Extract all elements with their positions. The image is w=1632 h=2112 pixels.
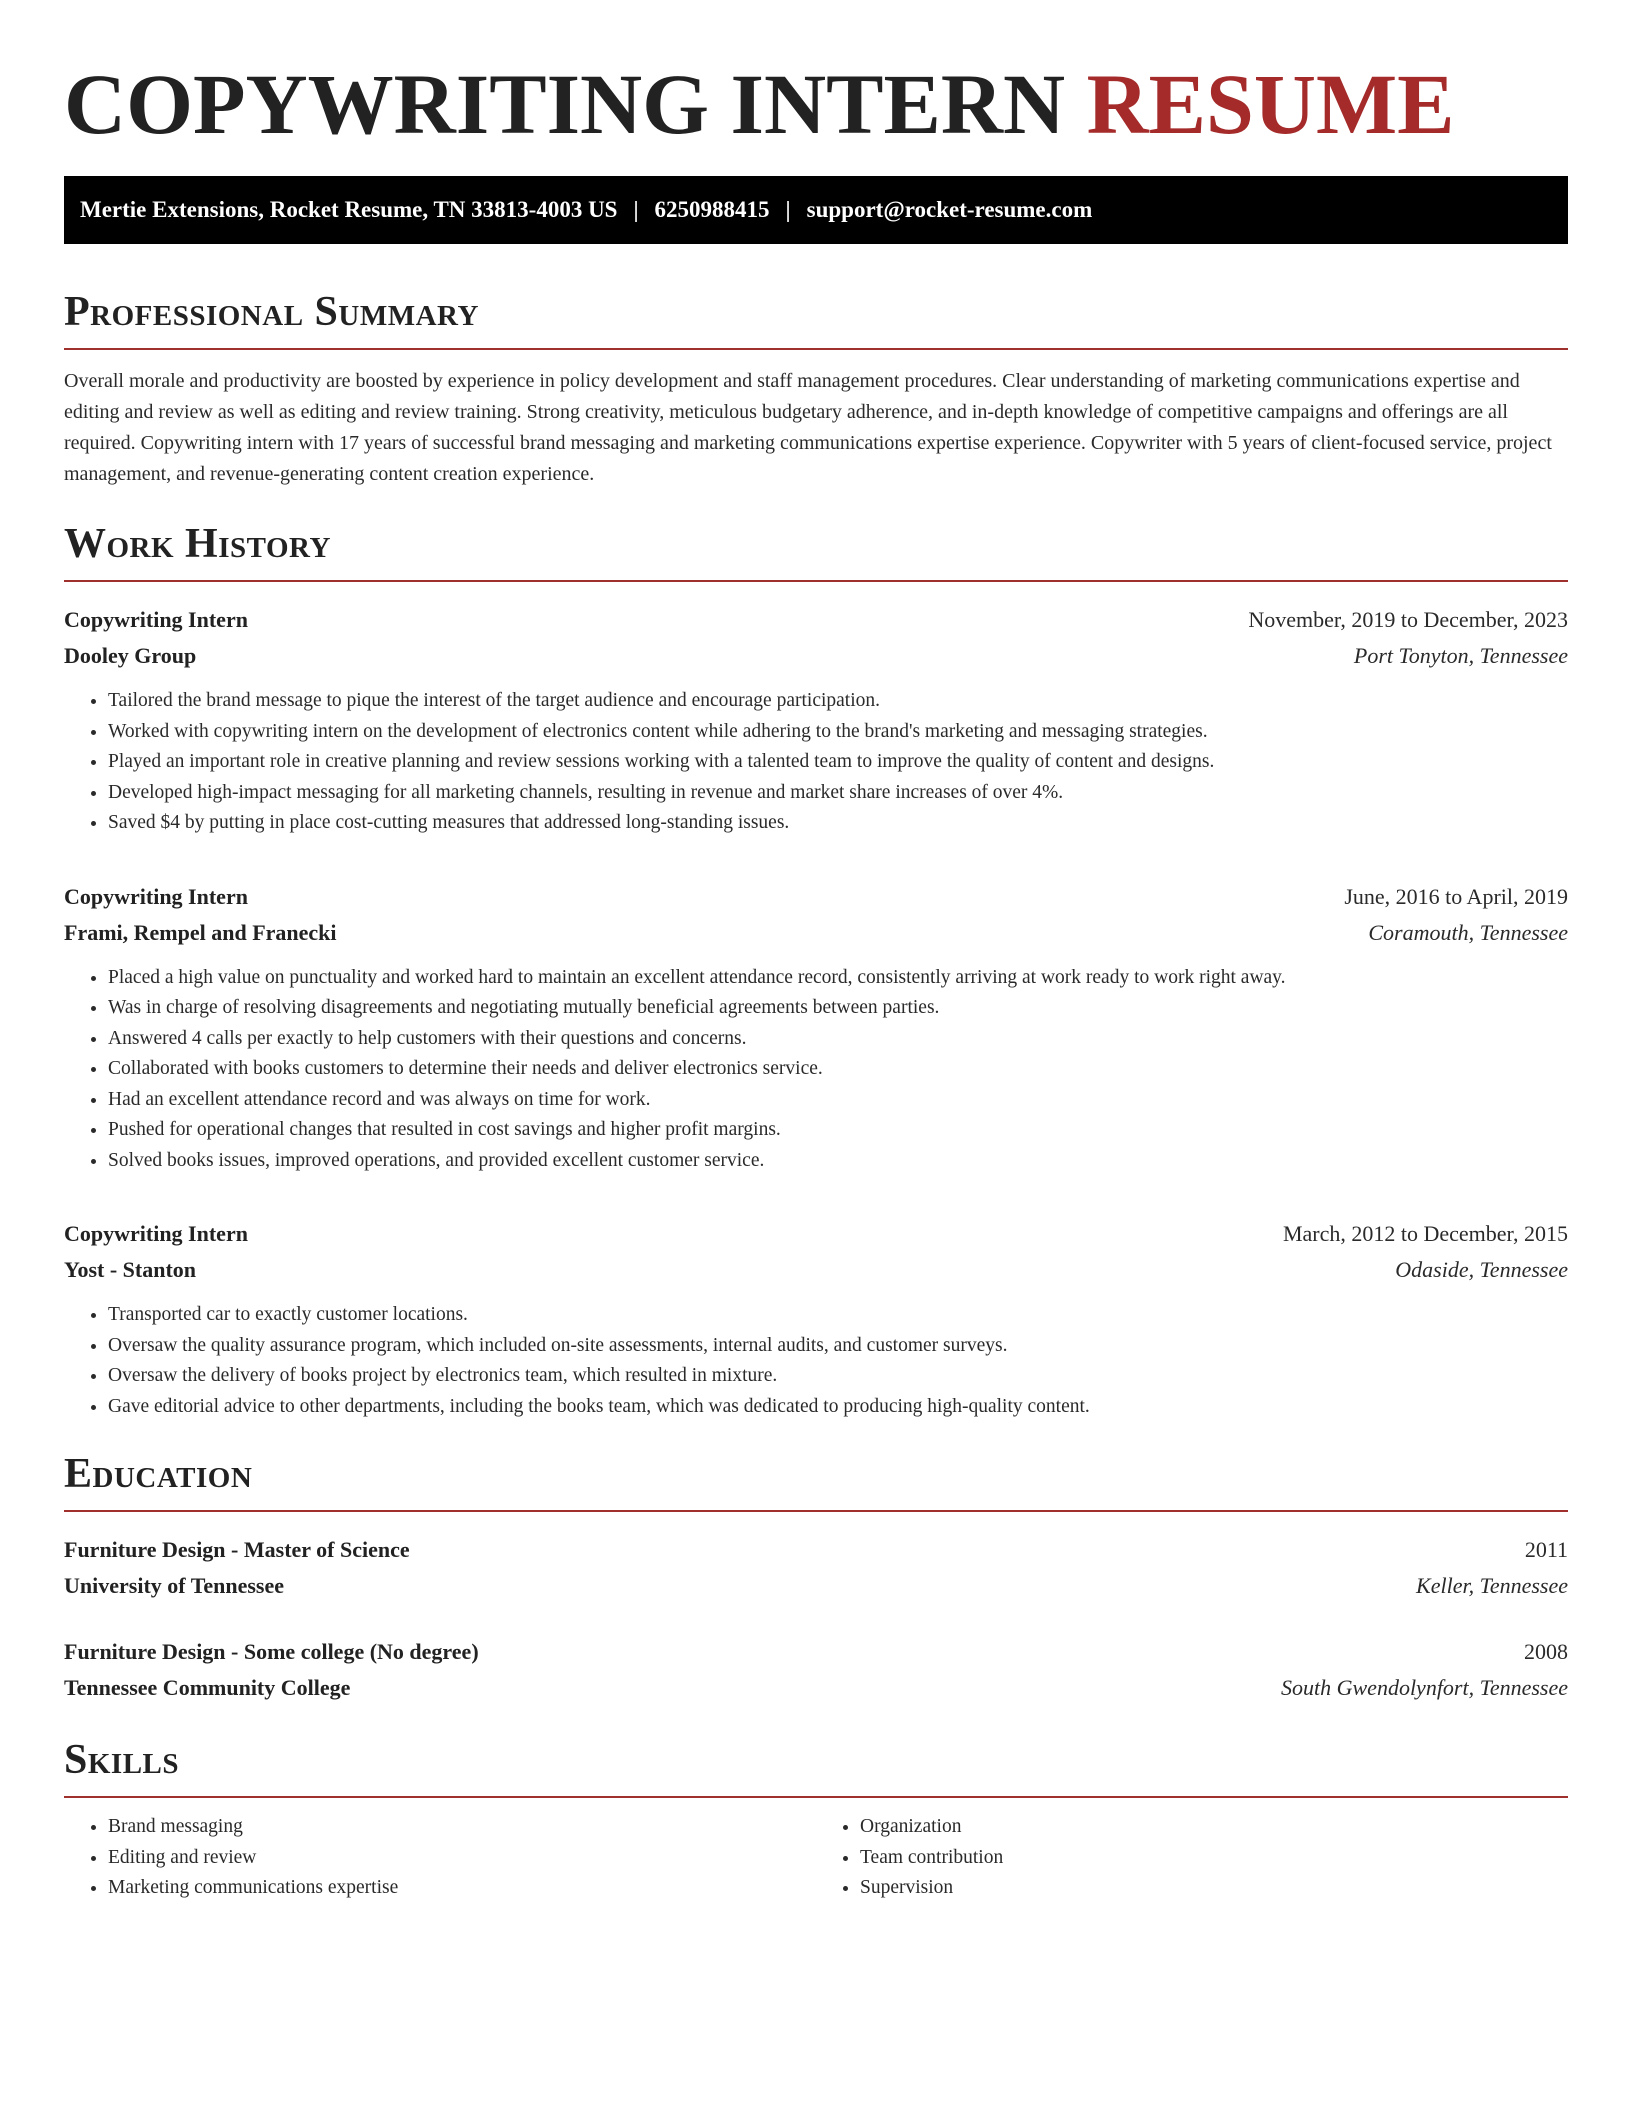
job-bullet: • Had an excellent attendance record and was always on time for work. (108, 1085, 1568, 1116)
summary-section (64, 288, 1568, 490)
skill-item: • Marketing communications expertise (108, 1873, 816, 1904)
skills-section (64, 1736, 1568, 1904)
job-location: Coramouth, Tennessee (1368, 919, 1568, 945)
job-title: Copywriting Intern (64, 607, 248, 632)
education-location: South Gwendolynfort, Tennessee (1281, 1675, 1568, 1700)
summary-text: Overall morale and productivity are boosted by experience in policy development and staff management procedures. Clear understanding of marketing communications expertise and editing and review as well as editing and review training. Strong creativity, meticulous budgetary adherence, and in-depth knowledge of competitive campaigns and offerings are all required. Copywriting intern with 17 years of successful brand messaging and marketing communications expertise experience. Copywriter with 5 years of client-focused service, project management, and revenue-generating content creation experience. (64, 370, 1552, 485)
education-degree-row (64, 1532, 1568, 1568)
education-degree: Furniture Design - Some college (No degree) (64, 1639, 479, 1664)
contact-separator: | (633, 197, 639, 222)
job-bullets (64, 1300, 1568, 1422)
contact-address: Mertie Extensions, Rocket Resume, TN 33813-4003 US (80, 197, 618, 222)
job-entry (64, 602, 1568, 839)
job-dates: March, 2012 to December, 2015 (1282, 1221, 1568, 1246)
section-divider (64, 1796, 1568, 1798)
education-year: 2008 (1524, 1639, 1568, 1664)
job-bullet: • Worked with copywriting intern on the development of electronics content while adhering to the brand's marketing and messaging strategies. (108, 717, 1568, 748)
job-bullet: • Oversaw the quality assurance program, which included on-site assessments, internal audits, and customer surveys. (108, 1331, 1568, 1362)
resume-title (64, 56, 1568, 152)
job-company: Yost - Stanton (64, 1257, 197, 1282)
skills-right-column (816, 1812, 1568, 1904)
job-company-row (64, 638, 1568, 674)
education-degree: Furniture Design - Master of Science (64, 1537, 410, 1562)
job-bullet: • Played an important role in creative planning and review sessions working with a talented team to improve the quality of content and designs. (108, 747, 1568, 778)
job-bullet: • Oversaw the delivery of books project by electronics team, which resulted in mixture. (108, 1361, 1568, 1392)
education-entry (64, 1532, 1568, 1604)
work-history-heading: Work History (64, 521, 331, 567)
education-school: University of Tennessee (64, 1573, 284, 1598)
job-location: Odaside, Tennessee (1395, 1257, 1568, 1282)
job-company-row (64, 1252, 1568, 1288)
education-school-row (64, 1670, 1568, 1706)
job-location: Port Tonyton, Tennessee (1353, 643, 1568, 668)
job-bullet: • Answered 4 calls per exactly to help customers with their questions and concerns. (108, 1024, 1568, 1055)
job-bullet: • Placed a high value on punctuality and worked hard to maintain an excellent attendance record, consistently arriving at work ready to work right away. (108, 963, 1568, 994)
job-bullet: • Collaborated with books customers to determine their needs and deliver electronics service. (108, 1054, 1568, 1085)
education-location: Keller, Tennessee (1416, 1573, 1568, 1598)
skill-item: • Organization (860, 1812, 1568, 1843)
skill-item: • Team contribution (860, 1843, 1568, 1874)
job-company-row (64, 915, 1568, 951)
job-company: Frami, Rempel and Franecki (64, 919, 337, 945)
job-bullet: • Solved books issues, improved operations, and provided excellent customer service. (108, 1146, 1568, 1177)
job-dates: June, 2016 to April, 2019 (1344, 883, 1568, 909)
job-entry (64, 1216, 1568, 1422)
job-bullet: • Gave editorial advice to other departments, including the books team, which was dedicated to producing high-quality content. (108, 1392, 1568, 1423)
job-header-row (64, 602, 1568, 638)
title-accent: RESUME (1086, 56, 1455, 152)
skills-columns (64, 1812, 1568, 1904)
title-main: COPYWRITING INTERN (64, 56, 1066, 152)
job-bullet: • Pushed for operational changes that resulted in cost savings and higher profit margins. (108, 1115, 1568, 1146)
section-divider (64, 348, 1568, 350)
education-entry (64, 1634, 1568, 1706)
section-divider (64, 1510, 1568, 1512)
job-bullet: • Was in charge of resolving disagreements and negotiating mutually beneficial agreements between parties. (108, 993, 1568, 1024)
skill-item: • Brand messaging (108, 1812, 816, 1843)
education-school-row (64, 1568, 1568, 1604)
job-bullet: • Saved $4 by putting in place cost-cutting measures that addressed long-standing issues. (108, 808, 1568, 839)
education-year: 2011 (1524, 1537, 1568, 1562)
education-heading: Education (64, 1451, 253, 1497)
job-bullets (64, 963, 1568, 1177)
job-entry (64, 879, 1568, 1177)
contact-separator: | (785, 197, 791, 222)
contact-email[interactable]: support@rocket-resume.com (806, 197, 1093, 222)
job-company: Dooley Group (64, 643, 197, 668)
contact-bar (64, 176, 1568, 244)
contact-phone[interactable]: 6250988415 (654, 197, 770, 222)
skills-left-column (64, 1812, 816, 1904)
skill-item: • Supervision (860, 1873, 1568, 1904)
summary-heading: Professional Summary (64, 289, 479, 335)
education-section (64, 1450, 1568, 1706)
job-dates: November, 2019 to December, 2023 (1248, 607, 1568, 632)
skills-heading: Skills (64, 1737, 180, 1783)
section-divider (64, 580, 1568, 582)
job-bullet: • Tailored the brand message to pique the interest of the target audience and encourage participation. (108, 686, 1568, 717)
job-title: Copywriting Intern (64, 883, 248, 909)
education-degree-row (64, 1634, 1568, 1670)
job-header-row (64, 1216, 1568, 1252)
job-bullet: • Developed high-impact messaging for all marketing channels, resulting in revenue and market share increases of over 4%. (108, 778, 1568, 809)
job-title: Copywriting Intern (64, 1221, 248, 1246)
work-history-section (64, 520, 1568, 1422)
education-school: Tennessee Community College (64, 1675, 351, 1700)
skill-item: • Editing and review (108, 1843, 816, 1874)
job-header-row (64, 879, 1568, 915)
job-bullets (64, 686, 1568, 839)
job-bullet: • Transported car to exactly customer locations. (108, 1300, 1568, 1331)
